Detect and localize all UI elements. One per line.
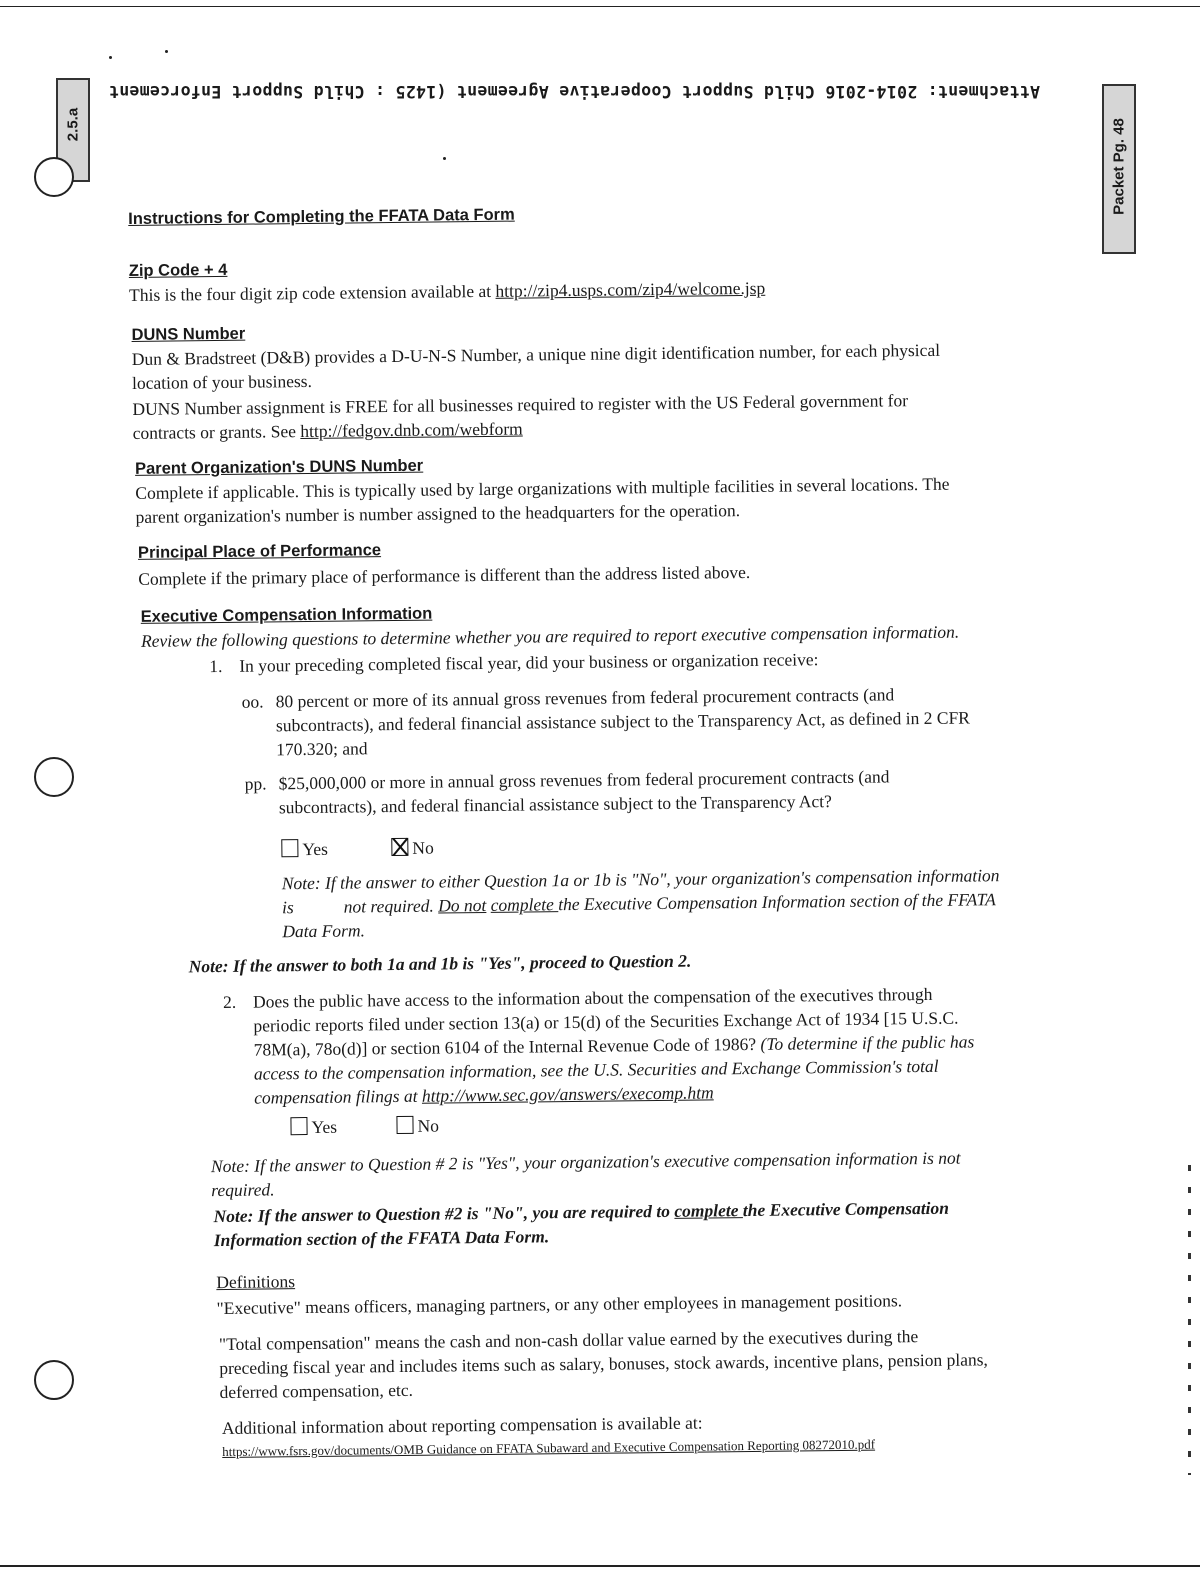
total-comp-line: "Total compensation" means the cash and non-cash dollar value earned by the executives during the — [218, 1326, 919, 1355]
q2-yes-checkbox[interactable] — [290, 1117, 307, 1135]
pp-line: subcontracts), and federal financial assistance subject to the Transparency Act? — [278, 791, 832, 818]
zip4-link[interactable]: http://zip4.usps.com/zip4/welcome.jsp — [495, 277, 766, 301]
note1-complete: complete — [490, 894, 559, 915]
total-comp-line: deferred compensation, etc. — [219, 1379, 414, 1403]
note3-line: Information section of the FFATA Data Form. — [213, 1226, 550, 1251]
definitions-heading: Definitions — [216, 1271, 296, 1293]
note1-line: Data Form. — [282, 920, 366, 942]
q2-line: access to the compensation information, see the U.S. Securities and Exchange Commission's total — [253, 1055, 939, 1084]
sec-execomp-link[interactable]: http://www.sec.gov/answers/execomp.htm — [421, 1082, 714, 1106]
attachment-header: Attachment: 2014-2016 Child Support Cooperative Agreement (1425 : Child Support Enforcement — [108, 82, 1040, 101]
note2-line: required. — [211, 1179, 275, 1201]
q1-text: In your preceding completed fiscal year, did your business or organization receive: — [239, 649, 819, 676]
duns-line: DUNS Number assignment is FREE for all businesses required to register with the US Federal government for — [132, 390, 909, 419]
q2-line: Does the public have access to the information about the compensation of the executives through — [252, 983, 933, 1012]
additional-info: Additional information about reporting compensation is available at: — [221, 1412, 703, 1439]
zip-text — [129, 277, 765, 306]
oo-line: subcontracts), and federal financial assistance subject to the Transparency Act, as defined in 2 CFR — [275, 707, 971, 736]
pp-label: pp. — [244, 773, 267, 794]
omb-guidance-link[interactable]: https://www.fsrs.gov/documents/OMB Guidance on FFATA Subaward and Executive Compensation Reporting 08272010.pdf — [222, 1436, 876, 1460]
oo-label: oo. — [241, 691, 264, 712]
note3-complete: complete — [674, 1200, 743, 1221]
ppop-heading: Principal Place of Performance — [137, 541, 382, 562]
top-rule — [0, 6, 1200, 7]
note1-pre: not required. — [343, 895, 439, 917]
note1-do-not: Do not — [438, 894, 487, 916]
punch-hole — [34, 757, 74, 797]
duns-heading: DUNS Number — [131, 324, 246, 344]
scan-edge-marks — [1188, 1165, 1191, 1475]
q2-line3-hint: (To determine if the public has — [760, 1031, 975, 1054]
document-title: Instructions for Completing the FFATA Data Form — [128, 205, 515, 228]
q1-no-option[interactable] — [391, 837, 434, 859]
note1-is: is — [281, 897, 294, 918]
section-stamp-label: 2.5.a — [64, 107, 82, 142]
exec-comp-intro: Review the following questions to determine whether you are required to report executive compensation information. — [140, 621, 960, 651]
q2-yes-label: Yes — [311, 1116, 338, 1137]
dnb-webform-link[interactable]: http://fedgov.dnb.com/webform — [300, 418, 523, 442]
punch-hole — [34, 1360, 74, 1400]
exec-comp-heading: Executive Compensation Information — [140, 604, 433, 626]
q1-no-checkbox[interactable] — [391, 838, 408, 856]
parent-duns-line: Complete if applicable. This is typically used by large organizations with multiple facilities in several locations. The — [135, 473, 950, 503]
zip-heading: Zip Code + 4 — [128, 260, 228, 280]
executive-definition: "Executive" means officers, managing partners, or any other employees in management positions. — [216, 1290, 903, 1319]
note3-pre: Note: If the answer to Question #2 is "No", you are required to — [213, 1200, 675, 1227]
parent-duns-line: parent organization's number is number assigned to the headquarters for the operation. — [135, 500, 741, 527]
duns-line: Dun & Bradstreet (D&B) provides a D-U-N-S Number, a unique nine digit identification number, for each physical — [131, 339, 941, 369]
duns-line: location of your business. — [131, 370, 313, 393]
note1-post: the Executive Compensation Information section of the FFATA — [558, 889, 996, 915]
scan-speck — [443, 157, 446, 160]
oo-line: 170.320; and — [276, 738, 368, 760]
scan-speck — [109, 56, 112, 59]
note1-line: Note: If the answer to either Question 1a or 1b is "No", your organization's compensation information — [281, 865, 1000, 894]
q1-no-label: No — [412, 837, 434, 858]
zip-desc: This is the four digit zip code extension available at — [128, 280, 496, 305]
q2-line — [254, 1081, 714, 1108]
q2-no-label: No — [417, 1115, 440, 1136]
q1-yes-checkbox[interactable] — [281, 839, 298, 857]
bottom-rule — [0, 1565, 1200, 1567]
scan-speck — [165, 50, 168, 53]
total-comp-line: preceding fiscal year and includes items such as salary, bonuses, stock awards, incentive plans, pension plans, — [219, 1349, 988, 1379]
document-body — [128, 189, 1108, 1460]
q2-number: 2. — [222, 991, 237, 1012]
pp-line: $25,000,000 or more in annual gross revenues from federal procurement contracts (and — [278, 766, 890, 794]
duns-see: contracts or grants. See — [132, 421, 301, 443]
note3-line — [213, 1197, 949, 1227]
note2-line: Note: If the answer to Question # 2 is "Yes", your organization's executive compensation information is not — [210, 1147, 961, 1177]
packet-page-label: Packet Pg. 48 — [1110, 118, 1128, 215]
q2-line5-text: compensation filings at — [254, 1085, 422, 1108]
note-both-yes: Note: If the answer to both 1a and 1b is "Yes", proceed to Question 2. — [188, 950, 692, 977]
q2-no-option[interactable] — [396, 1115, 439, 1137]
q2-no-checkbox[interactable] — [396, 1116, 413, 1134]
oo-line: 80 percent or more of its annual gross revenues from federal procurement contracts (and — [275, 684, 895, 712]
q2-line3-text: 78M(a), 78o(d)] or section 6104 of the Internal Revenue Code of 1986? — [253, 1033, 761, 1060]
packet-page-stamp — [1102, 84, 1136, 254]
duns-line — [133, 418, 523, 444]
q1-yes-option[interactable] — [281, 838, 328, 861]
parent-duns-heading: Parent Organization's DUNS Number — [134, 456, 424, 478]
q1-yes-label: Yes — [302, 838, 328, 860]
q1-number: 1. — [209, 655, 223, 677]
q2-line: periodic reports filed under section 13(a) or 15(d) of the Securities Exchange Act of 1934 [15 U.S.C. — [253, 1007, 959, 1036]
ppop-line: Complete if the primary place of performance is different than the address listed above. — [138, 561, 751, 589]
note3-post: the Executive Compensation — [742, 1197, 950, 1221]
q2-yes-option[interactable] — [290, 1116, 337, 1139]
punch-hole — [34, 157, 74, 197]
